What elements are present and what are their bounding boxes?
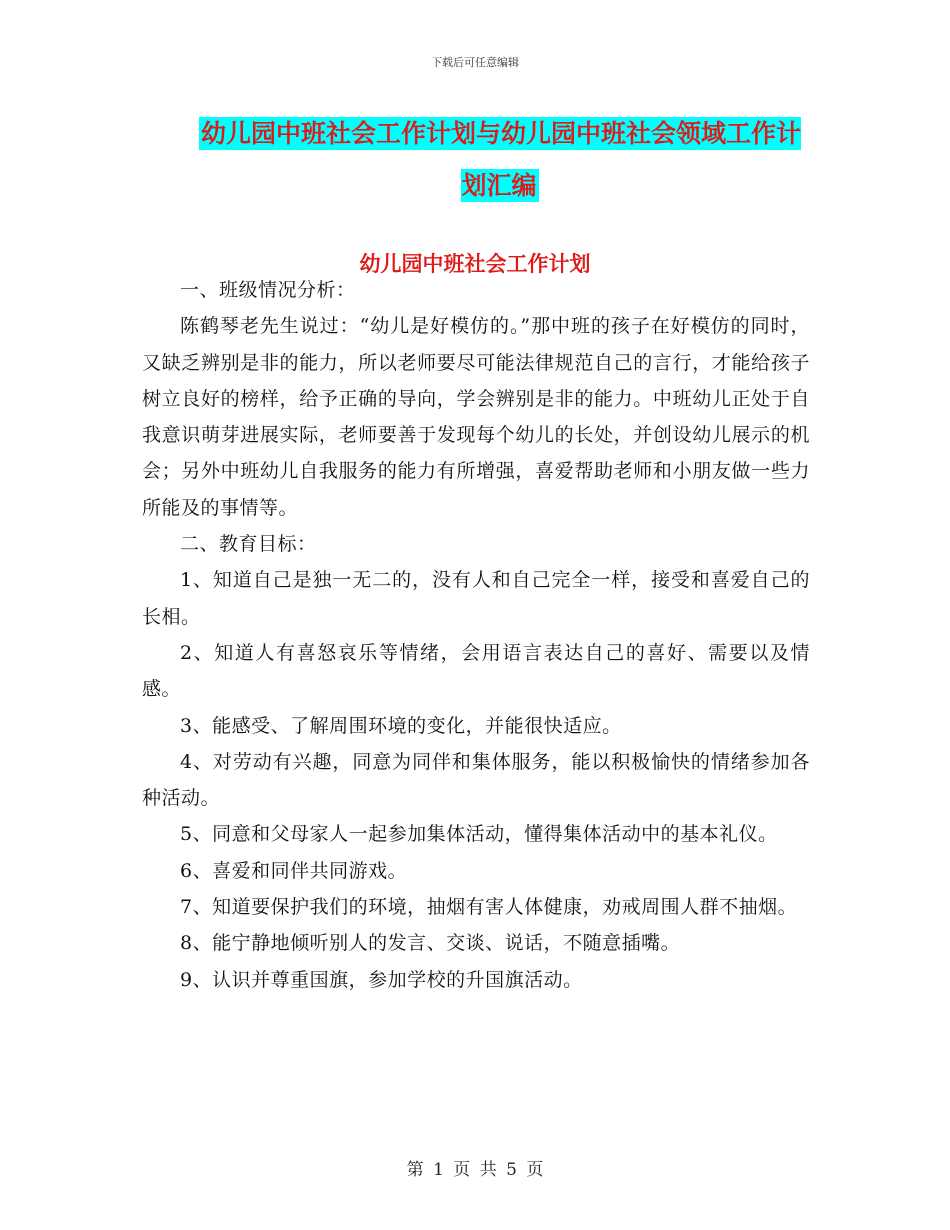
- goal-item: 2、知道人有喜怒哀乐等情绪，会用语言表达自己的喜好、需要以及情感。: [142, 641, 810, 701]
- page-footer: 第 1 页 共 5 页: [406, 1160, 544, 1180]
- paragraph: 陈鹤琴老先生说过：“幼儿是好模仿的。”那中班的孩子在好模仿的同时，又缺乏辨别是非的能力，所以老师要尽可能法律规范自己的言行，才能给孩子树立良好的榜样，给予正确的导向，学会辨别是非的能力。中班幼儿正处于自我意识萌芽进展实际，老师要善于发现每个幼儿的长处，并创设幼儿展示的机会；另外中班幼儿自我服务的能力有所增强，喜爱帮助老师和小朋友做一些力所能及的事情等。: [142, 315, 810, 519]
- paragraph-heading-1: 一、班级情况分析：: [180, 279, 356, 301]
- goal-item: 6、喜爱和同伴共同游戏。: [180, 859, 408, 882]
- document-title: [190, 108, 810, 212]
- paragraph-heading-2: 二、教育目标：: [180, 533, 317, 556]
- document-body: [142, 272, 810, 998]
- section-title: 幼儿园中班社会工作计划: [359, 252, 591, 276]
- goal-item: 8、能宁静地倾听别人的发言、交谈、说话，不随意插嘴。: [180, 932, 681, 955]
- goal-item: 1、知道自己是独一无二的，没有人和自己完全一样，接受和喜爱自己的长相。: [142, 569, 810, 628]
- goal-item: 4、对劳动有兴趣，同意为同伴和集体服务，能以积极愉快的情绪参加各种活动。: [142, 750, 810, 810]
- goal-item: 7、知道要保护我们的环境，抽烟有害人体健康，劝戒周围人群不抽烟。: [180, 896, 798, 919]
- goal-item: 5、同意和父母家人一起参加集体活动，懂得集体活动中的基本礼仪。: [180, 823, 778, 846]
- goal-item: 9、认识并尊重国旗，参加学校的升国旗活动。: [180, 968, 583, 991]
- goal-item: 3、能感受、了解周围环境的变化，并能很快适应。: [180, 714, 622, 737]
- header-note: 下载后可任意编辑: [431, 56, 519, 69]
- document-title-text: 幼儿园中班社会工作计划与幼儿园中班社会领域工作计划汇编: [200, 119, 801, 200]
